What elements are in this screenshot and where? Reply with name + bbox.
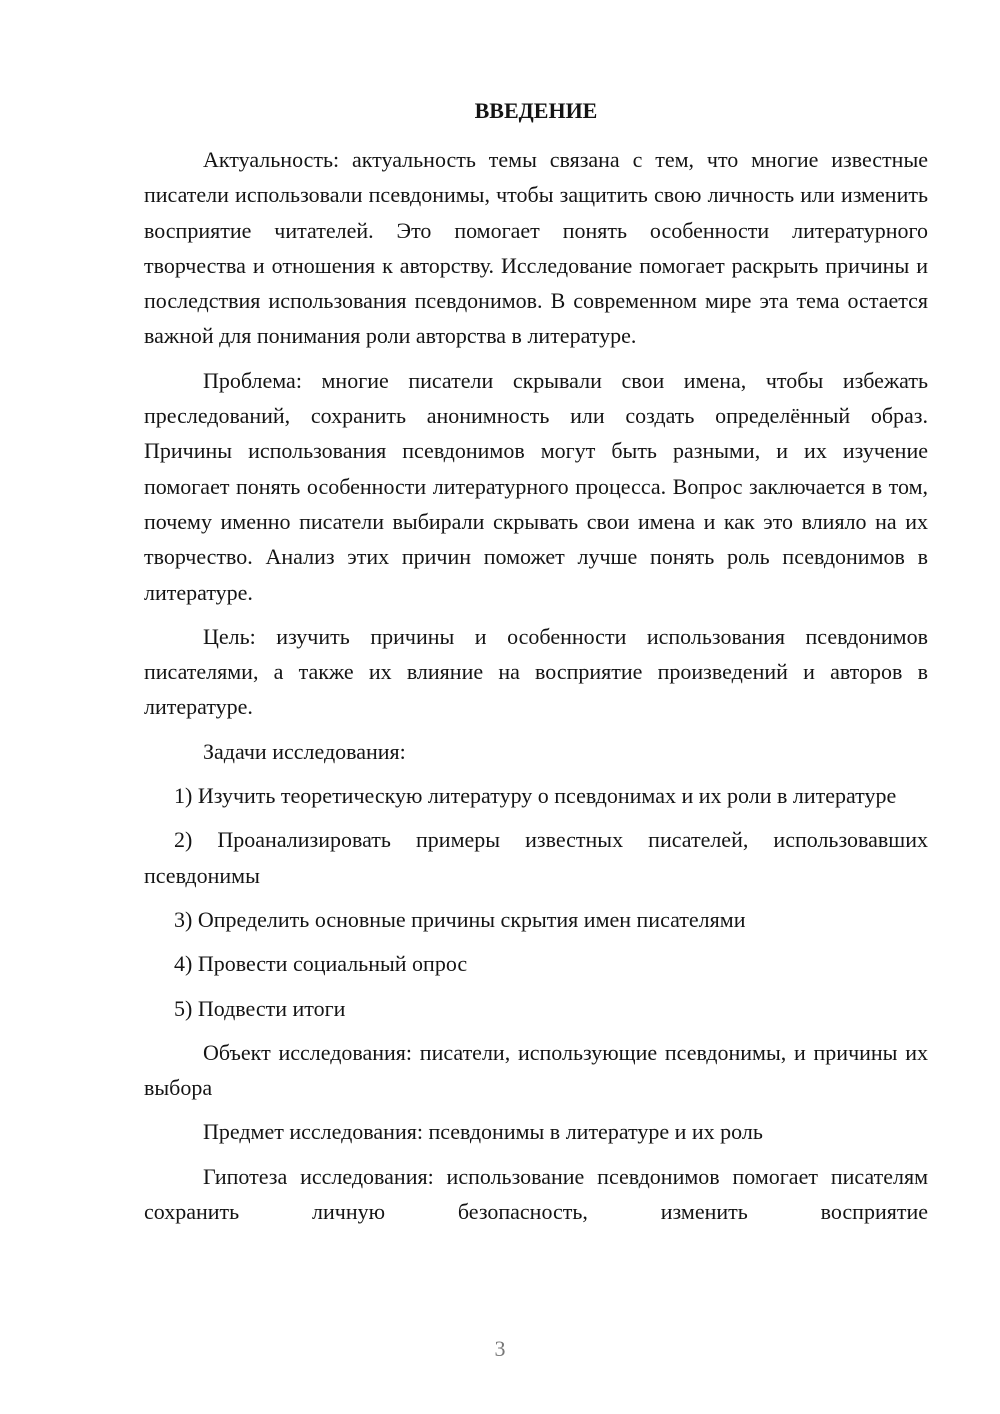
paragraph-goal: Цель: изучить причины и особенности использования псевдонимов писателями, а также их влияние на восприятие произведений и авторов в литературе. bbox=[144, 623, 928, 720]
task-item-4: 4) Провести социальный опрос bbox=[174, 951, 468, 977]
paragraph-relevance: Актуальность: актуальность темы связана с тем, что многие известные писатели использовали псевдонимы, чтобы защитить свою личность или изменить восприятие читателей. Это помогает понять особенности литературного творчества и отношения к авторству. Исследование помогает раскрыть причины и последствия использования псевдонимов. В современном мире эта тема остается важной для понимания роли авторства в литературе. bbox=[144, 147, 928, 349]
paragraph-subject: Предмет исследования: псевдонимы в литературе и их роль bbox=[203, 1119, 763, 1145]
paragraph-tasks-heading: Задачи исследования: bbox=[203, 738, 406, 764]
page-title: ВВЕДЕНИЕ bbox=[474, 98, 598, 123]
paragraph-hypothesis: Гипотеза исследования: использование псевдонимов помогает писателям сохранить личную безопасность, изменить восприятие bbox=[144, 1163, 928, 1225]
task-item-3: 3) Определить основные причины скрытия имен писателями bbox=[174, 906, 746, 932]
document-body bbox=[144, 142, 928, 1238]
page-number: 3 bbox=[494, 1336, 506, 1361]
task-item-1: 1) Изучить теоретическую литературу о псевдонимах и их роли в литературе bbox=[174, 783, 897, 809]
paragraph-problem: Проблема: многие писатели скрывали свои имена, чтобы избежать преследований, сохранить анонимность или создать определённый образ. Причины использования псевдонимов могут быть разными, и их изучение помогает понять особенности литературного процесса. Вопрос заключается в том, почему именно писатели выбирали скрывать свои имена и как это влияло на их творчество. Анализ этих причин поможет лучше понять роль псевдонимов в литературе. bbox=[144, 367, 928, 605]
paragraph-object: Объект исследования: писатели, использующие псевдонимы, и причины их выбора bbox=[144, 1039, 928, 1101]
task-item-5: 5) Подвести итоги bbox=[174, 995, 346, 1021]
task-item-2: 2) Проанализировать примеры известных писателей, использовавших псевдонимы bbox=[144, 827, 928, 888]
